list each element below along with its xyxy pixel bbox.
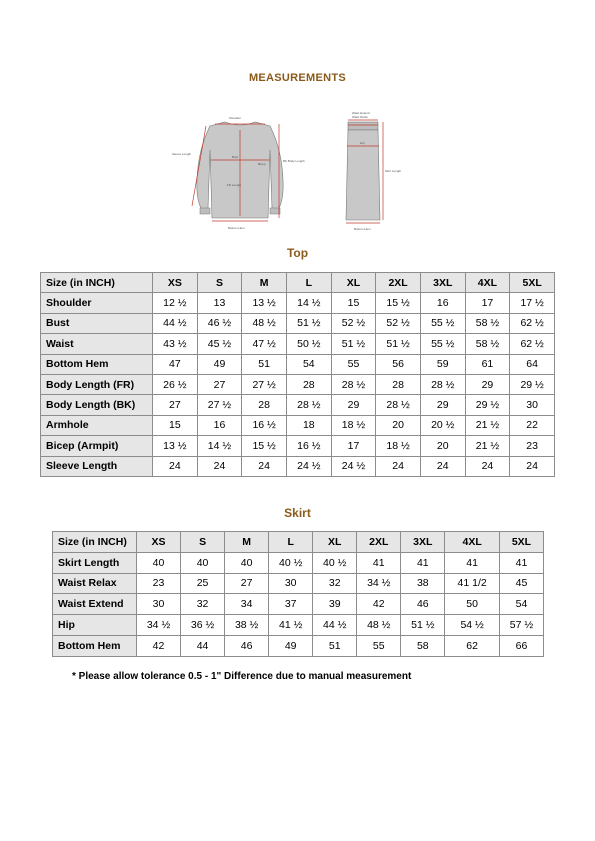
header-size: 3XL [401,532,445,553]
measurement-cell: 54 ½ [445,615,500,636]
measurement-cell: 27 [153,395,198,415]
table-row [41,354,555,374]
table-row [53,552,544,573]
measurement-cell: 23 [510,436,555,456]
table-header-row [41,273,555,293]
header-size: S [197,273,242,293]
row-label: Bust [41,313,153,333]
measurement-cell: 40 [137,552,181,573]
measurement-cell: 64 [510,354,555,374]
measurement-cell: 29 [331,395,376,415]
row-label: Shoulder [41,293,153,313]
measurement-cell: 40 [225,552,269,573]
header-size: XL [331,273,376,293]
measurement-cell: 40 ½ [269,552,313,573]
measurement-cell: 34 ½ [137,615,181,636]
measurement-cell: 15 [331,293,376,313]
measurement-cell: 49 [197,354,242,374]
measurement-cell: 66 [499,635,543,656]
measurement-cell: 50 ½ [286,334,331,354]
measurement-cell: 12 ½ [153,293,198,313]
measurement-cell: 51 [242,354,287,374]
measurement-cell: 58 [401,635,445,656]
skirt-waistband-shape [348,122,378,130]
measurement-cell: 41 ½ [269,615,313,636]
measurement-cell: 26 ½ [153,374,198,394]
measurement-cell: 20 [376,415,421,435]
row-label: Bicep (Armpit) [41,436,153,456]
table-row [41,436,555,456]
measurement-cell: 30 [137,594,181,615]
measurement-cell: 20 ½ [420,415,465,435]
measurement-cell: 47 [153,354,198,374]
measurement-cell: 22 [510,415,555,435]
measurement-cell: 28 [376,374,421,394]
measurement-cell: 18 [286,415,331,435]
header-size: XS [137,532,181,553]
header-size: L [269,532,313,553]
measurement-cell: 18 ½ [331,415,376,435]
measurement-cell: 16 ½ [242,415,287,435]
measurement-cell: 40 ½ [313,552,357,573]
measurement-cell: 29 ½ [510,374,555,394]
header-size: M [242,273,287,293]
measurement-cell: 46 [225,635,269,656]
header-size: XS [153,273,198,293]
measurement-cell: 17 [465,293,510,313]
diagram-label-bicep: Bicep [258,162,266,166]
row-label: Body Length (FR) [41,374,153,394]
measurement-cell: 55 ½ [420,334,465,354]
measurement-cell: 24 [153,456,198,476]
measurement-cell: 32 [181,594,225,615]
header-size: 5XL [510,273,555,293]
measurement-cell: 32 [313,573,357,594]
table-row [41,313,555,333]
header-size: 5XL [499,532,543,553]
row-label: Body Length (BK) [41,395,153,415]
table-row [53,615,544,636]
diagram-label-bust: Bust [232,155,239,159]
measurement-cell: 30 [269,573,313,594]
measurement-cell: 16 [420,293,465,313]
measurement-cell: 41 [357,552,401,573]
measurement-cell: 27 ½ [242,374,287,394]
measurement-cell: 51 ½ [286,313,331,333]
measurement-cell: 24 [420,456,465,476]
measurement-cell: 48 ½ [242,313,287,333]
measurement-cell: 38 [401,573,445,594]
measurement-cell: 34 ½ [357,573,401,594]
row-label: Bottom Hem [53,635,137,656]
table-row [41,456,555,476]
diagram-label-skirt-bottom-hem: Bottom Hem [354,227,371,231]
table-row [53,573,544,594]
measurement-cell: 37 [269,594,313,615]
top-size-table [40,272,555,477]
skirt-size-table [52,531,544,657]
measurement-cell: 43 ½ [153,334,198,354]
measurement-cell: 16 ½ [286,436,331,456]
measurement-cell: 24 ½ [331,456,376,476]
measurement-cell: 51 ½ [376,334,421,354]
diagram-label-fr-length: FR Length [227,183,242,187]
measurement-cell: 62 [445,635,500,656]
measurement-cell: 46 ½ [197,313,242,333]
header-size: 2XL [357,532,401,553]
measurement-cell: 16 [197,415,242,435]
top-section-title: Top [286,246,309,260]
diagram-label-waist-extend: Waist Extend [352,111,370,115]
measurement-cell: 41 [445,552,500,573]
measurement-cell: 57 ½ [499,615,543,636]
header-size: 4XL [445,532,500,553]
row-label: Waist Extend [53,594,137,615]
measurement-cell: 27 ½ [197,395,242,415]
measurement-cell: 44 ½ [313,615,357,636]
measurement-cell: 18 ½ [376,436,421,456]
measurement-cell: 41 [499,552,543,573]
measurement-cell: 17 [331,436,376,456]
measurement-cell: 25 [181,573,225,594]
table-row [53,635,544,656]
measurement-cell: 49 [269,635,313,656]
measurement-cell: 13 ½ [153,436,198,456]
measurement-cell: 24 [242,456,287,476]
header-size: L [286,273,331,293]
diagram-label-sleeve-length: Sleeve Length [172,152,192,156]
table-row [41,415,555,435]
measurement-cell: 13 [197,293,242,313]
measurement-cell: 42 [357,594,401,615]
measurement-cell: 24 [465,456,510,476]
measurement-cell: 55 [357,635,401,656]
header-size: XL [313,532,357,553]
measurement-cell: 15 ½ [376,293,421,313]
measurement-cell: 41 1/2 [445,573,500,594]
table-header-row [53,532,544,553]
row-label: Sleeve Length [41,456,153,476]
measurement-cell: 51 ½ [401,615,445,636]
row-label: Armhole [41,415,153,435]
measurement-cell: 34 [225,594,269,615]
measurement-cell: 58 ½ [465,313,510,333]
tolerance-note: * Please allow tolerance 0.5 - 1" Difference due to manual measurement [72,671,412,682]
measurement-cell: 55 [331,354,376,374]
measurement-cell: 28 [242,395,287,415]
measurement-cell: 15 [153,415,198,435]
measurement-cell: 29 ½ [465,395,510,415]
measurement-cell: 28 [286,374,331,394]
measurement-cell: 30 [510,395,555,415]
measurement-cell: 29 [420,395,465,415]
header-size: M [225,532,269,553]
measurement-cell: 62 ½ [510,334,555,354]
measurement-cell: 38 ½ [225,615,269,636]
measurement-cell: 17 ½ [510,293,555,313]
page-title: MEASUREMENTS [248,72,347,84]
measurement-cell: 59 [420,354,465,374]
diagram-label-hip: Hip [360,141,365,145]
measurement-cell: 28 ½ [331,374,376,394]
measurement-cell: 39 [313,594,357,615]
row-label: Hip [53,615,137,636]
header-size: S [181,532,225,553]
header-size-label: Size (in INCH) [53,532,137,553]
diagram-label-bottom-hem: Bottom Hem [228,226,245,230]
measurement-cell: 24 [376,456,421,476]
table-row [41,293,555,313]
measurement-cell: 41 [401,552,445,573]
measurement-cell: 48 ½ [357,615,401,636]
header-size: 4XL [465,273,510,293]
diagram-label-waist-relax: Waist Relax [352,115,368,119]
measurement-cell: 44 [181,635,225,656]
measurement-cell: 58 ½ [465,334,510,354]
measurement-cell: 28 ½ [420,374,465,394]
measurement-cell: 51 [313,635,357,656]
row-label: Waist Relax [53,573,137,594]
measurement-cell: 61 [465,354,510,374]
skirt-garment-diagram [330,110,410,235]
measurement-cell: 36 ½ [181,615,225,636]
measurement-cell: 56 [376,354,421,374]
measurement-cell: 54 [286,354,331,374]
measurement-cell: 15 ½ [242,436,287,456]
measurement-cell: 50 [445,594,500,615]
measurement-cell: 54 [499,594,543,615]
row-label: Bottom Hem [41,354,153,374]
measurement-cell: 40 [181,552,225,573]
measurement-cell: 29 [465,374,510,394]
skirt-section-title: Skirt [284,506,311,520]
table-row [41,374,555,394]
measurement-cell: 52 ½ [376,313,421,333]
measurement-cell: 14 ½ [286,293,331,313]
measurement-cell: 24 ½ [286,456,331,476]
measurement-cell: 21 ½ [465,436,510,456]
diagram-label-skirt-length: Skirt Length [385,169,402,173]
measurement-cell: 27 [225,573,269,594]
table-row [41,395,555,415]
row-label: Skirt Length [53,552,137,573]
measurement-cell: 47 ½ [242,334,287,354]
measurement-cell: 28 ½ [286,395,331,415]
measurement-cell: 51 ½ [331,334,376,354]
header-size: 2XL [376,273,421,293]
measurement-cell: 55 ½ [420,313,465,333]
measurement-cell: 52 ½ [331,313,376,333]
table-row [53,594,544,615]
diagram-label-bk-body-length: BK Body Length [283,159,305,163]
measurement-cell: 46 [401,594,445,615]
measurement-cell: 23 [137,573,181,594]
diagram-label-shoulder: Shoulder [229,116,242,120]
measurement-cell: 28 ½ [376,395,421,415]
measurement-cell: 44 ½ [153,313,198,333]
table-row [41,334,555,354]
header-size-label: Size (in INCH) [41,273,153,293]
measurement-cell: 13 ½ [242,293,287,313]
row-label: Waist [41,334,153,354]
measurement-cell: 20 [420,436,465,456]
measurement-cell: 24 [197,456,242,476]
measurement-cell: 62 ½ [510,313,555,333]
measurement-cell: 42 [137,635,181,656]
measurement-cell: 24 [510,456,555,476]
measurement-cell: 21 ½ [465,415,510,435]
measurement-cell: 27 [197,374,242,394]
header-size: 3XL [420,273,465,293]
measurement-cell: 14 ½ [197,436,242,456]
top-garment-diagram [170,110,310,235]
measurement-cell: 45 ½ [197,334,242,354]
measurement-cell: 45 [499,573,543,594]
